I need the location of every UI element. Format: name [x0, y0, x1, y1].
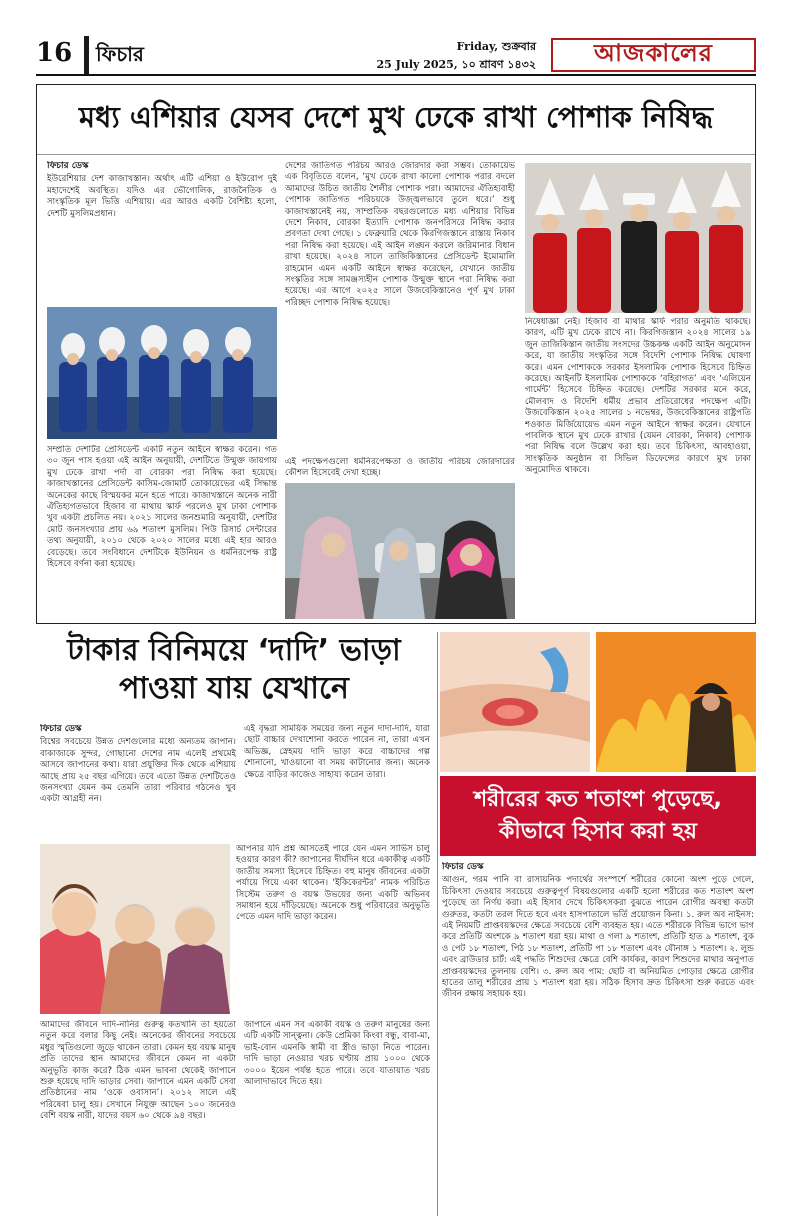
logo-text: আজকালের — [594, 39, 713, 67]
column-divider — [437, 632, 438, 1216]
story1-byline: ফিচার ডেস্ক — [47, 161, 89, 171]
photo-grandmothers-with-girl — [40, 844, 230, 1014]
story3-column — [442, 862, 754, 1216]
story1-column-2b — [285, 457, 515, 477]
story1-text-1a: ইউরেশিয়ার দেশ কাজাখস্তান। অর্থাৎ এটি এশিয়া ও ইউরোপ দুই মহাদেশেই অবস্থিত। যদিও এর ভৌগোলিক, রাজনৈতিক ও সাংস্কৃতিক মূল ভিত্তি এশিয়ায়। এর আরও একটি বৈশিষ্ট্য হলো, দেশটি মুসলিমপ্রধান। — [47, 174, 277, 219]
story1-text-2b: এই পদক্ষেপগুলো ধর্মনিরপেক্ষতা ও জাতীয় পরিচয় জোরদারের কৌশল হিসেবেই দেখা হচ্ছে। — [285, 457, 515, 477]
story1-column-2a — [285, 161, 515, 453]
section-name: ফিচার — [96, 42, 144, 66]
newspaper-logo — [551, 38, 756, 72]
story-face-covering-ban — [36, 84, 756, 624]
story2-text-2c: জাপানে এমন সব একাকী বয়স্ক ও তরুণ মানুষের জন্য এটি একটি সান্ত্বনা। কেউ প্রেমিকা কিংবা বন্ধু, বাবা-মা, ভাই-বোন এমনকি স্বামী বা স্ত্রীও ভাড়া নিতে পারেন। দাদি ভাড়া নেওয়ার খরচ ঘণ্টায় প্রায় ১০০০ থেকে ৩০০০ ইয়েন পর্যন্ত হতে পারে। তবে যাতায়াত খরচ আলাদাভাবে দিতে হয়। — [244, 1020, 430, 1088]
masthead — [36, 36, 756, 76]
story1-text-1b: সম্প্রতি দেশটির প্রেসিডেন্ট একটি নতুন আইনে স্বাক্ষর করেন। গত ৩০ জুন পাস হওয়া এই আইন অনুযায়ী, দেশটিতে উন্মুক্ত জায়গায় মুখ ঢেকে রাখা পর্দা বা বোরকা পরা নিষিদ্ধ করা হয়েছে। কাজাখস্তানের প্রেসিডেন্ট কাসিম-জোমার্ট তোকায়েভের এই সিদ্ধান্ত অনেকের কাছে বিস্ময়কর মনে হতে পারে। কাজাখস্তানে অনেক নারী ঐতিহ্যগতভাবে হিজাব বা মাথায় স্কার্ফ পরলেও মুখ ঢাকা পোশাক খুব একটা প্রচলিত নয়। ২০২১ সালের জনশুমারি অনুযায়ী, দেশটির মোট জনসংখ্যার প্রায় ৬৯ শতাংশ মুসলিম। পিউ রিসার্চ সেন্টারের তথ্য অনুযায়ী, ২০১০ থেকে ২০২০ সালের মধ্যে এই হার আরও বেড়েছে। তবে সংবিধানে দেশটিকে ইউনিয়ন ও ধর্মনিরপেক্ষ রাষ্ট্র হিসেবে বর্ণনা করা হয়েছে। — [47, 445, 277, 570]
story2-column-2c — [244, 1020, 430, 1216]
masthead-divider-bar — [84, 36, 89, 74]
date-day: Friday, শুক্রবার — [456, 40, 536, 53]
story2-headline-line1: টাকার বিনিময়ে ‘দাদি’ ভাড়া — [67, 633, 401, 668]
story2-headline-line2: পাওয়া যায় যেখানে — [119, 671, 349, 706]
story3-headline-line1: শরীরের কত শতাংশ পুড়েছে, — [474, 787, 722, 812]
story2-headline — [36, 632, 432, 712]
story2-byline: ফিচার ডেস্ক — [40, 724, 82, 734]
story-grandma-rental — [36, 632, 432, 1216]
story2-text-1a: বিশ্বের সবচেয়ে উন্নত দেশগুলোর মধ্যে অন্যতম জাপান। বাকাজাকে সুন্দর, গোছানো দেশের নাম এলেই প্রথমেই আসবে জাপানের কথা। যারা প্রযুক্তির দিক থেকে এশিয়ায় আছে প্রায় ২৫ বছর এগিয়ে। তবে এতো উন্নত দেশটিতেও জনসংখ্যা যেমন কম তেমনি তারা পরিবার গঠনেও খুব একটা আগ্রহী নন। — [40, 737, 236, 805]
photo-performers-white-hats — [525, 163, 751, 313]
story1-headline: মধ্য এশিয়ার যেসব দেশে মুখ ঢেকে রাখা পোশাক নিষিদ্ধ — [37, 85, 755, 155]
story2-column-2a — [244, 724, 430, 840]
story3-byline: ফিচার ডেস্ক — [442, 862, 484, 872]
story1-column-1a — [47, 161, 277, 301]
story-burn-percentage — [440, 632, 756, 1216]
story1-column-1b — [47, 445, 277, 621]
story1-column-3 — [525, 317, 751, 621]
photo-firefighter — [596, 632, 756, 772]
page-number: 16 — [36, 38, 73, 68]
story2-text-1b: আমাদের জীবনে দাদি-নানির গুরুত্ব কতখানি তা হয়তো নতুন করে বলার কিছু নেই। অনেকের জীবনের সবচেয়ে মধুর স্মৃতিগুলো জুড়ে থাকেন তারা। কেমন হয় বয়স্ক মানুষ প্রতি তাদের স্থান আমাদের জীবনে কেমন না একটা অনুভূতি কাজ করে? ঠিক এমন ভাবনা থেকেই জাপানে শুরু হয়েছে দাদি ভাড়ার সেবা। জাপানে এমন একটি সেবা প্রতিষ্ঠানের নাম ‘ওকে ওবাসান’। ২০১২ সালে এই পরিষেবা চালু হয়। সেখানে নিযুক্ত আছেন ১০০ জনেরও বেশি বয়স্ক নারী, যাদের বয়স ৬০ থেকে ৯৪ বছর। — [40, 1020, 236, 1122]
story3-headline — [440, 776, 756, 856]
date-full: 25 July 2025, ১০ শ্রাবণ ১৪৩২ — [376, 58, 536, 71]
story3-headline-line2: কীভাবে হিসাব করা হয় — [499, 819, 697, 844]
photo-kazakh-dancers — [47, 307, 277, 439]
story2-text-2b: আপনার যদি প্রশ্ন আসতেই পারে যেন এমন সার্ভিস চালু হওয়ার কারণ কী? জাপানের দীর্ঘদিন ধরে একাকীত্ব একটি জাতীয় সমস্যা হিসেবে চিহ্নিত। বহু মানুষ জীবনের একটা পর্যায়ে গিয়ে একা থাকেন। ‘ইকিকেরন্টর’ নামক পরিচিত সিস্টেম তরুণ ও বয়স্ক উভয়ের জন্য একটি অভিনব সমাধান হয়ে দাঁড়িয়েছে। অনেকে শুধু পরিবারের অনুভূতি পেতে এমন দাদি ভাড়া করেন। — [236, 844, 430, 923]
story2-text-2a: এই বৃদ্ধরা সাময়িক সময়ের জন্য নতুন দাদা-দাদি, যারা ছোট বাচ্চার দেখাশোনা করতে পারেন না, তারা এখন অভিজ্ঞ, স্নেহময় দাদি ভাড়া করে বাচ্চাদের গল্প শোনানো, খাওয়ানো বা সময় কাটানোর জন্য। অনেক ক্ষেত্রে বাড়ির কাজেও সাহায্য করেন তারা। — [244, 724, 430, 780]
photo-burned-arm — [440, 632, 590, 772]
story2-column-1a — [40, 724, 236, 840]
photo-women-in-headscarves — [285, 483, 515, 619]
story2-column-2b — [236, 844, 430, 1014]
story1-text-2a: দেশের জাতিগত পরিচয় আরও জোরদার করা সম্ভব। তোকায়েভ এক বিবৃতিতে বলেন, ‘মুখ ঢেকে রাখা কালো পোশাক পরার বদলে আমাদের উচিত জাতীয় শৈলীর পোশাক পরা। আমাদের ঐতিহ্যবাহী পোশাক জাতিগত পরিচয়কে উজ্জ্বলভাবে তুলে ধরে।’ শুধু কাজাখস্তানেই নয়, সাম্প্রতিক বছরগুলোতে মধ্য এশিয়ার বিভিন্ন দেশে নিকাব, বোরকা ইত্যাদি পোশাক জনপরিসরে নিষিদ্ধ করার প্রবণতা দেখা গেছে। ১ ফেব্রুয়ারি থেকে কিরগিজস্তানে রাস্তায় নিকাব পরা নিষিদ্ধ করা হয়েছে। এই আইন লঙ্ঘন করলে জরিমানার বিধান রাখা হয়েছে। ২০২৪ সালে তাজিকিস্তানের প্রেসিডেন্ট ইমোমালি রাহমোন এমন একটি আইনে স্বাক্ষর করেছেন, যেখানে জাতীয় সংস্কৃতির সঙ্গে সামঞ্জস্যহীন পোশাক উন্মুক্ত স্থানে পরা নিষিদ্ধ করা হয়েছে। এর আগে ২০২৫ সালে উজবেকিস্তানেও পূর্ণ মুখ ঢাকা পরিচ্ছদ পোশাক নিষিদ্ধ হয়েছে। — [285, 161, 515, 308]
story1-text-3: নিষেধাজ্ঞা নেই। হিজাব বা মাথার স্কার্ফ পরার অনুমতি থাকছে। কারণ, এটি মুখ ঢেকে রাখে না। কিরগিজস্তান ২০২৪ সালের ১৯ জুন তাজিকিস্তান জাতীয় সংসদের উচ্চকক্ষ একটি আইন অনুমোদন করে, যা জাতীয় সংস্কৃতির সঙ্গে বিদেশি পোশাক নিষিদ্ধ ঘোষণা করে। এমন পোশাককে সরকার ইসলামিক পোশাক হিসেবে চিহ্নিত করেছে। আইনটি ইসলামিক পোশাককে ‘বহিরাগত’ এবং ‘এলিয়েন গার্মেন্ট’ হিসেবে চিহ্নিত করেছে। দেশটির সরকার মনে করে, মৌলবাদ ও বিদেশি ধর্মীয় প্রভাব প্রতিরোধের পদক্ষেপ এটি। উজবেকিস্তান ২০২৫ সালের ১ নভেম্বর, উজবেকিস্তানের রাষ্ট্রপতি শওকাত মির্জিয়োয়েভ এমন নতুন আইনে স্বাক্ষর করেন। যেখানে পাবলিক স্থানে মুখ ঢেকে রাখার (যেমন বোরকা, নিকাব) পোশাক পরা নিষিদ্ধ বলে উল্লেখ করা হয়। তবে চিকিৎসা, আবহাওয়া, সাংস্কৃতিক অনুষ্ঠান বা সিভিল ডিফেন্সের কারণে মুখ ঢাকা অনুমোদিত থাকবে। — [525, 317, 751, 476]
story3-text: আগুন, গরম পানি বা রাসায়নিক পদার্থের সংস্পর্শে শরীরের কোনো অংশ পুড়ে গেলে, চিকিৎসা দেওয়ার সবচেয়ে গুরুত্বপূর্ণ বিষয়গুলোর একটি হলো শরীরের কত শতাংশ অংশ পুড়েছে তা নির্ণয় করা। এই হিসাব দেখে চিকিৎসকরা বুঝতে পারেন রোগীর অবস্থা কতটা গুরুতর, কতটা তরল দিতে হবে এবং হাসপাতালে ভর্তি প্রয়োজন কিনা। ১. রুল অব নাইনস: এই নিয়মটি প্রাপ্তবয়স্কদের ক্ষেত্রে সবচেয়ে বেশি ব্যবহৃত হয়। এতে শরীরকে বিভিন্ন ভাগে ভাগ করে প্রতিটি অংশকে ৯ শতাংশ ধরা হয়। মাথা ও গলা ৯ শতাংশ, প্রতিটি হাত ৯ শতাংশ, বুক ও পেট ১৮ শতাংশ, পিঠ ১৮ শতাংশ, প্রতিটি পা ১৮ শতাংশ এবং যৌনাঙ্গ ১ শতাংশ। ২. লুন্ড এবং ব্রাউডার চার্ট: এই পদ্ধতি শিশুদের ক্ষেত্রে বেশি কার্যকর, কারণ শিশুদের মাথার অনুপাত প্রাপ্তবয়স্কদের তুলনায় বেশি। ৩. রুল অব পাম: ছোট বা অনিয়মিত পোড়ার ক্ষেত্রে রোগীর হাতের তালু শরীরের প্রায় ১ শতাংশ ধরা হয়। সঠিক হিসাব দ্রুত চিকিৎসা শুরু করতে এবং জীবন রক্ষায় সহায়ক হয়। — [442, 875, 754, 1000]
story2-column-1b — [40, 1020, 236, 1216]
